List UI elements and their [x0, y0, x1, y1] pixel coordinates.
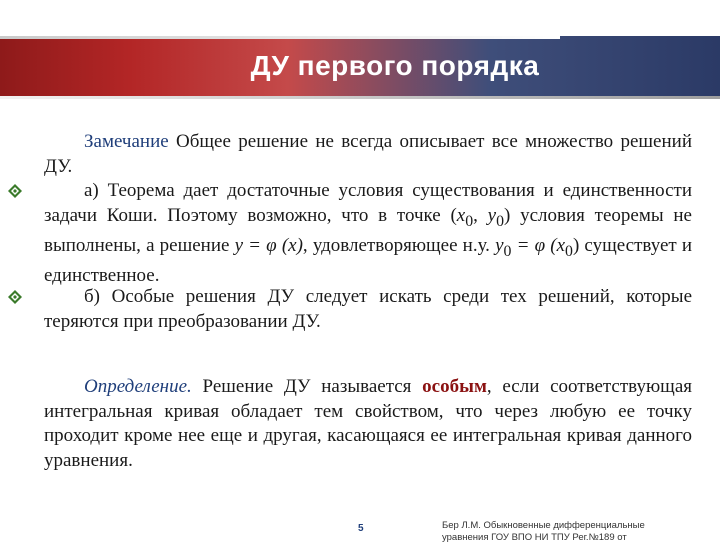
bullet-a-mid: ) условия теоремы не выполнены, а решение [44, 204, 692, 256]
remark-paragraph [44, 130, 692, 179]
formula-phi-x0: = φ (x [511, 234, 566, 256]
definition-text2: , если соответствующая интегральная кривая обладает тем свойством, что через любую ее точку проходит кроме нее еще и другая, касающаяся ее интегральная кривая данного уравнения. [44, 376, 692, 471]
diamond-bullet-icon [7, 183, 23, 199]
definition-paragraph [44, 375, 692, 473]
x0b-sub: 0 [565, 242, 573, 260]
bullet-b-paragraph [44, 285, 692, 334]
close-paren: ) [572, 234, 580, 256]
y0-var: y [487, 204, 497, 226]
definition-text1: Решение ДУ называется [191, 376, 423, 397]
bullet-a-mid2: , удовлетворяющее н.у. [302, 234, 496, 256]
definition-label: Определение. [84, 376, 192, 397]
title-top-line [0, 36, 560, 39]
title-bottom-line [0, 96, 720, 99]
diamond-bullet-icon [7, 289, 23, 305]
bullet-a-text: а) Теорема дает достаточные условия существования и единственности задачи Коши. Поэтому возможно, что в точке ( [44, 180, 692, 226]
bullet-b-text: б) Особые решения ДУ следует искать среди тех решений, которые теряются при преобразовании ДУ. [44, 286, 692, 332]
remark-label: Замечание [84, 131, 169, 152]
bullet-a-suffix: существует и единственное. [44, 234, 693, 287]
definition-keyword: особым [422, 376, 487, 397]
x0-sub: 0 [465, 212, 474, 230]
formula-y-phi-x: y = φ (x) [234, 234, 303, 256]
comma: , [473, 204, 488, 226]
x0-var: x [456, 204, 466, 226]
remark-text: Общее решение не всегда описывает все множество решений ДУ. [44, 131, 692, 177]
y0-sub: 0 [496, 212, 505, 230]
slide-title: ДУ первого порядка [250, 50, 540, 81]
y0b-sub: 0 [503, 242, 512, 260]
footer-line-2: уравнения ГОУ ВПО НИ ТПУ Рег.№189 от [442, 532, 627, 543]
footer-line-1: Бер Л.М. Обыкновенные дифференциальные [442, 520, 645, 531]
page-number: 5 [358, 523, 364, 534]
footer-credit [442, 520, 712, 544]
bullet-a-paragraph [44, 179, 692, 289]
y0b-var: y [495, 234, 504, 256]
